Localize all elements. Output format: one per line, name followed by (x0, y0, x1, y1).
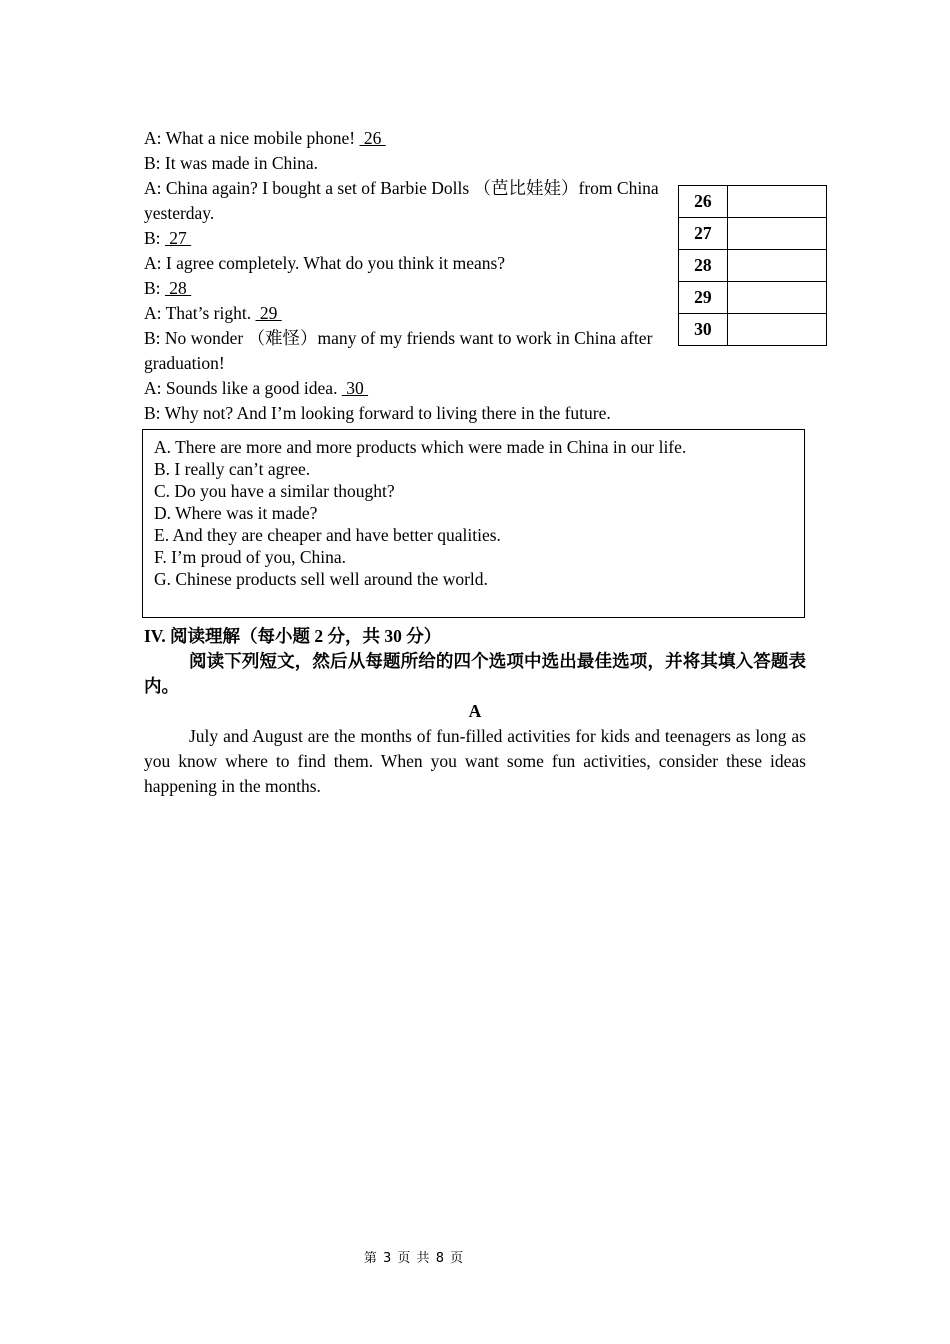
answer-cell[interactable] (727, 314, 826, 346)
dialog-line: A: That’s right. 29 (144, 303, 282, 323)
option-item: G. Chinese products sell well around the world. (154, 569, 488, 589)
answer-cell[interactable] (727, 250, 826, 282)
answer-number: 27 (679, 218, 728, 250)
answer-row (679, 282, 827, 314)
answer-table (678, 185, 827, 346)
answer-row (679, 314, 827, 346)
blank-29: 29 (255, 303, 282, 323)
section-title: IV. 阅读理解（每小题 2 分，共 30 分） (144, 626, 442, 646)
blank-30: 30 (341, 378, 369, 398)
option-item: C. Do you have a similar thought? (154, 481, 395, 501)
answer-row (679, 250, 827, 282)
dialog-line: B: No wonder （难怪）many of my friends want to work in China after graduation! (144, 328, 653, 373)
passage-label: A (468, 701, 482, 721)
dialogue (144, 126, 664, 426)
dialog-line: A: Sounds like a good idea. 30 (144, 378, 369, 398)
answer-number: 26 (679, 186, 728, 218)
blank-26: 26 (359, 128, 386, 148)
dialog-line: B: It was made in China. (144, 153, 319, 173)
page-footer: 第 3 页 共 8 页 (363, 1251, 465, 1266)
blank-27: 27 (164, 228, 192, 248)
answer-number: 28 (679, 250, 728, 282)
option-item: D. Where was it made? (154, 503, 318, 523)
option-item: B. I really can’t agree. (154, 459, 311, 479)
option-item: A. There are more and more products which were made in China in our life. (154, 437, 687, 457)
dialog-line: B: Why not? And I’m looking forward to living there in the future. (144, 403, 611, 423)
answer-cell[interactable] (727, 218, 826, 250)
options-box (142, 429, 805, 618)
passage-text: July and August are the months of fun-filled activities for kids and teenagers as long as you know where to find them. When you want some fun activities, consider these ideas happening in the months. (144, 726, 806, 796)
answer-row (679, 186, 827, 218)
dialog-line: A: I agree completely. What do you think it means? (144, 253, 506, 273)
dialog-line: B: 27 (144, 228, 192, 248)
dialog-line: A: China again? I bought a set of Barbie Dolls （芭比娃娃）from China yesterday. (144, 178, 659, 223)
reading-section (144, 624, 806, 799)
option-item: F. I’m proud of you, China. (154, 547, 347, 567)
answer-number: 29 (679, 282, 728, 314)
answer-cell[interactable] (727, 186, 826, 218)
dialog-line: A: What a nice mobile phone! 26 (144, 128, 386, 148)
answer-cell[interactable] (727, 282, 826, 314)
blank-28: 28 (164, 278, 192, 298)
answer-row (679, 218, 827, 250)
dialog-line: B: 28 (144, 278, 192, 298)
section-instruction: 阅读下列短文，然后从每题所给的四个选项中选出最佳选项，并将其填入答题表内。 (144, 651, 806, 696)
option-item: E. And they are cheaper and have better qualities. (154, 525, 501, 545)
answer-number: 30 (679, 314, 728, 346)
